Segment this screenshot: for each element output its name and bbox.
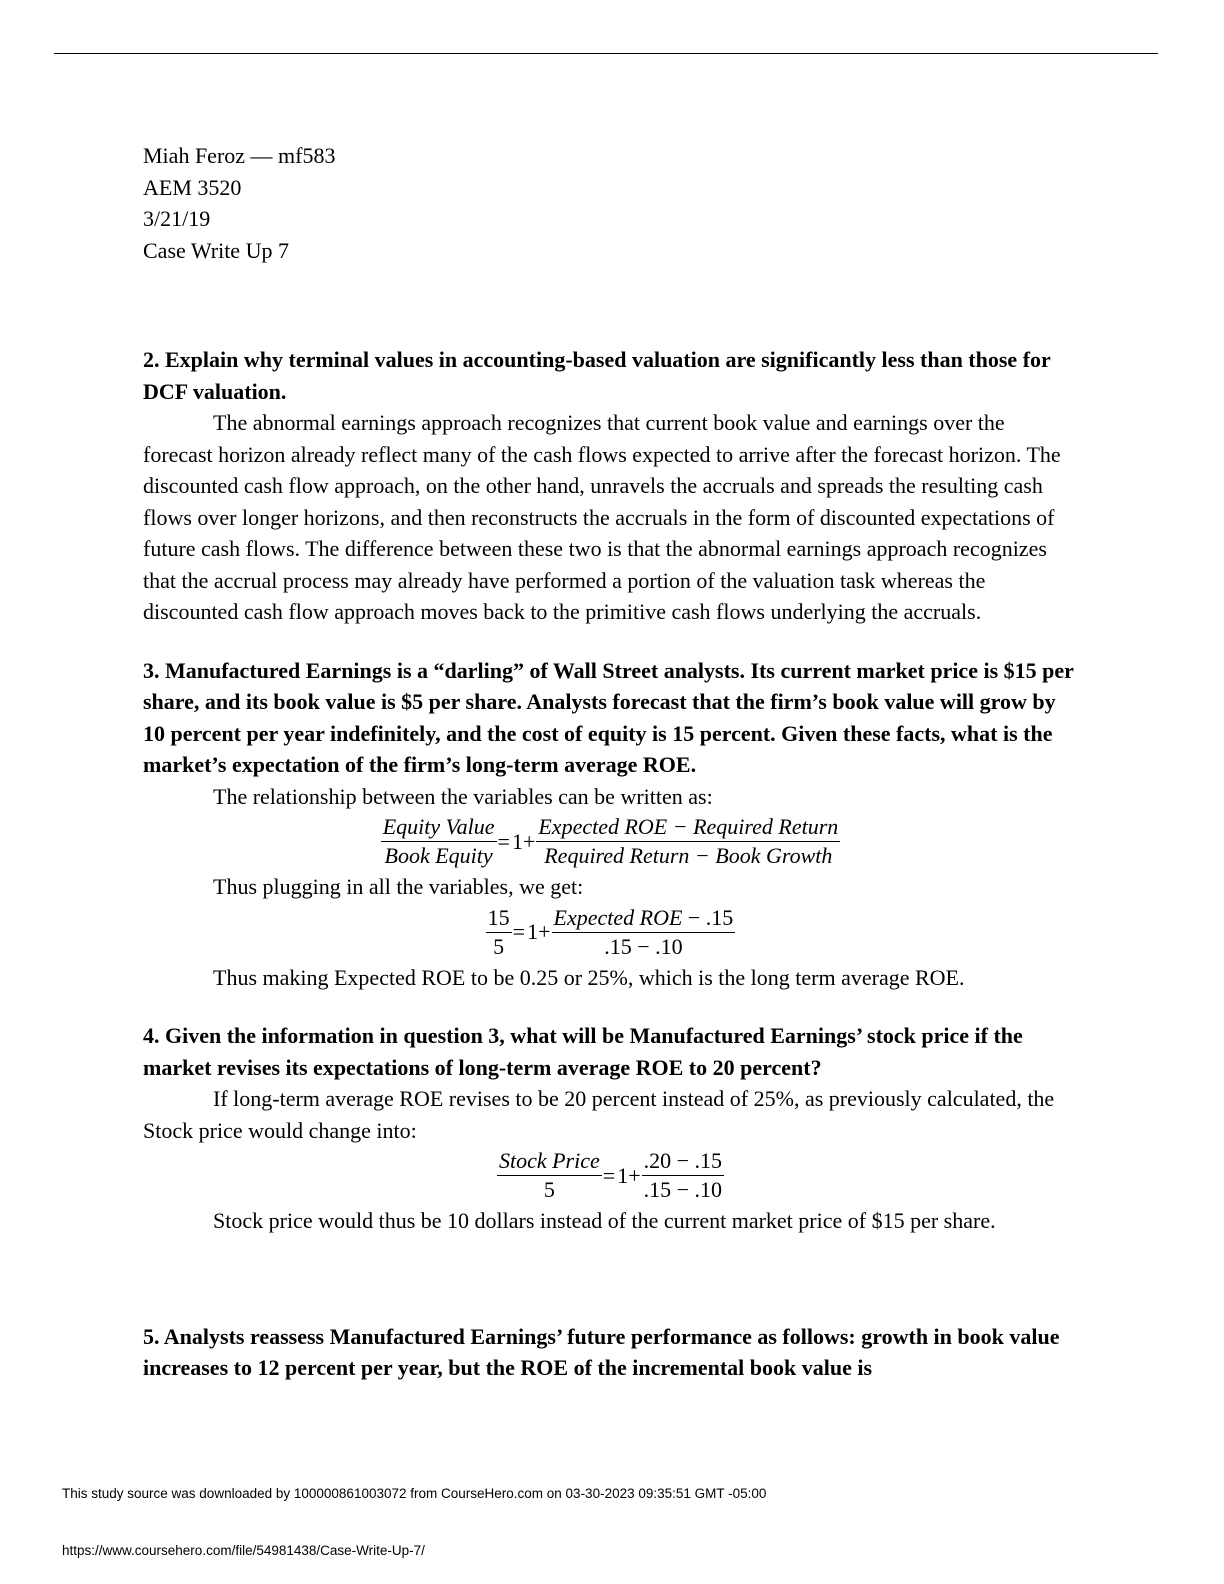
eq1-one-plus: 1+	[511, 828, 536, 854]
eq1-rhs-denominator: Required Return − Book Growth	[544, 843, 833, 868]
author-line: Miah Feroz — mf583	[143, 143, 336, 168]
question-2	[143, 344, 1078, 628]
equation-2	[143, 904, 1078, 961]
question-5	[143, 1321, 1078, 1384]
question-3-plug-text: Thus plugging in all the variables, we get:	[213, 874, 584, 899]
question-2-heading: 2. Explain why terminal values in accounting-based valuation are significantly less than those for DCF valuation.	[143, 347, 1051, 404]
eq2-rhs-numerator	[552, 904, 736, 933]
eq2-lhs-denominator: 5	[493, 933, 505, 959]
eq1-rhs-fraction	[536, 813, 840, 870]
question-3	[143, 655, 1078, 994]
eq2-rhs-fraction	[552, 904, 736, 961]
top-rule	[54, 53, 1158, 54]
eq2-rhs-variable: Expected ROE	[553, 904, 683, 930]
eq3-rhs-fraction	[642, 1147, 724, 1204]
eq1-lhs-fraction	[381, 813, 497, 870]
equation-1	[143, 813, 1078, 870]
eq2-lhs-numerator: 15	[486, 904, 512, 933]
eq3-lhs-numerator: Stock Price	[497, 1147, 602, 1176]
course-line: AEM 3520	[143, 174, 242, 200]
eq1-lhs-numerator: Equity Value	[381, 813, 497, 842]
eq3-equals: =	[602, 1162, 616, 1188]
question-4-heading: 4. Given the information in question 3, what will be Manufactured Earnings’ stock price if the market revises its expectations of long-term average ROE to 20 percent?	[143, 1023, 1023, 1080]
eq1-rhs-numerator: Expected ROE − Required Return	[536, 813, 840, 842]
eq2-rhs-denominator: .15 − .10	[604, 933, 683, 959]
eq2-lhs-fraction	[486, 904, 512, 961]
source-url[interactable]: https://www.coursehero.com/file/54981438/Case-Write-Up-7/	[62, 1543, 425, 1558]
title-line: Case Write Up 7	[143, 237, 289, 263]
eq2-equals: =	[512, 919, 526, 944]
eq2-one-plus: 1+	[527, 919, 551, 944]
eq3-lhs-fraction	[497, 1147, 602, 1204]
question-3-intro: The relationship between the variables can be written as:	[213, 783, 713, 809]
date-line: 3/21/19	[143, 206, 211, 231]
question-3-conclusion: Thus making Expected ROE to be 0.25 or 25%, which is the long term average ROE.	[213, 964, 965, 990]
eq1-lhs-denominator: Book Equity	[384, 843, 493, 868]
eq3-one-plus: 1+	[617, 1162, 641, 1188]
question-5-heading: 5. Analysts reassess Manufactured Earnings’ future performance as follows: growth in book value increases to 12 percent per year, but the ROE of the incremental book value is	[143, 1323, 1060, 1380]
eq1-equals: =	[497, 828, 510, 854]
eq3-lhs-denominator: 5	[543, 1177, 555, 1202]
eq2-rhs-numerator-rest: − .15	[682, 904, 734, 930]
question-4-answer: If long-term average ROE revises to be 20 percent instead of 25%, as previously calculated, the Stock price would change into:	[143, 1086, 1055, 1143]
eq3-rhs-numerator: .20 − .15	[642, 1147, 724, 1176]
question-3-heading: 3. Manufactured Earnings is a “darling” of Wall Street analysts. Its current market price is $15 per share, and its book value is $5 per share. Analysts forecast that the firm’s book value will grow by 10 percent per year indefinitely, and the cost of equity is 15 percent. Given these facts, what is the market’s expectation of the firm’s long-term average ROE.	[143, 657, 1074, 777]
question-4-conclusion: Stock price would thus be 10 dollars instead of the current market price of $15 per share.	[213, 1208, 996, 1233]
eq3-rhs-denominator: .15 − .10	[643, 1177, 723, 1202]
document-body	[143, 140, 1078, 1384]
header-block	[143, 140, 1078, 266]
equation-3	[143, 1147, 1078, 1204]
question-4	[143, 1020, 1078, 1237]
download-notice: This study source was downloaded by 100000861003072 from CourseHero.com on 03-30-2023 09:35:51 GMT -05:00	[62, 1486, 767, 1501]
question-2-answer: The abnormal earnings approach recognizes that current book value and earnings over the forecast horizon already reflect many of the cash flows expected to arrive after the forecast horizon. The discounted cash flow approach, on the other hand, unravels the accruals and spreads the resulting cash flows over longer horizons, and then reconstructs the accruals in the form of discounted expectations of future cash flows. The difference between these two is that the abnormal earnings approach recognizes that the accrual process may already have performed a portion of the valuation task whereas the discounted cash flow approach moves back to the primitive cash flows underlying the accruals.	[143, 410, 1061, 624]
